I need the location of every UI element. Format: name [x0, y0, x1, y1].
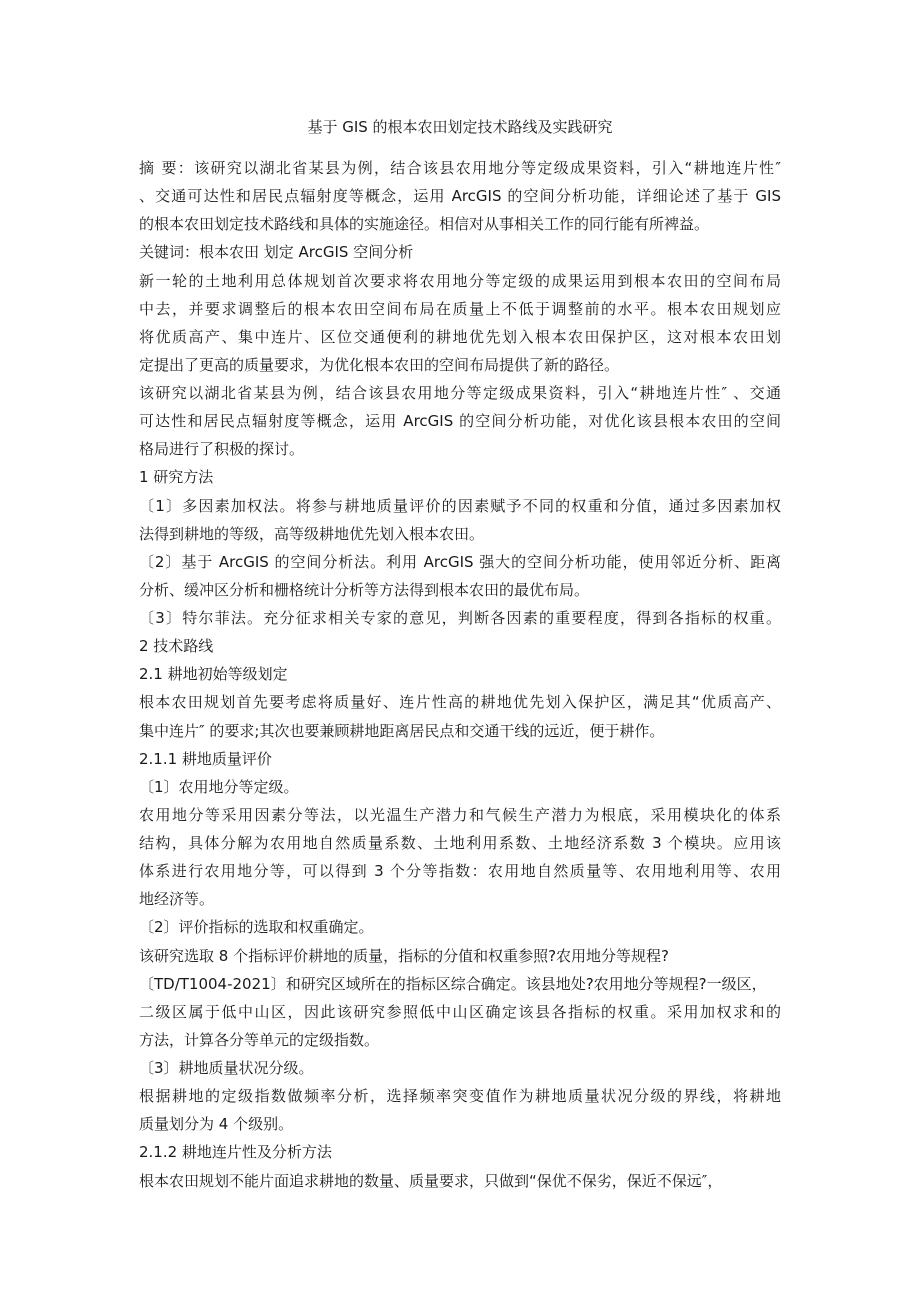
paragraph-line: 集中连片″ 的要求;其次也要兼顾耕地距离居民点和交通干线的远近，便于耕作。 — [139, 721, 665, 740]
paragraph-line: 中去，并要求调整后的根本农田空间布局在质量上不低于调整前的水平。根本农田规划应 — [139, 299, 781, 318]
paragraph-line: 根本农田规划不能片面追求耕地的数量、质量要求，只做到“保优不保劣，保近不保远″， — [139, 1171, 723, 1190]
paragraph-line: 农用地分等采用因素分等法，以光温生产潜力和气候生产潜力为根底，采用模块化的体系 — [139, 805, 781, 824]
paragraph-line: 可达性和居民点辐射度等概念，运用 ArcGIS 的空间分析功能，对优化该县根本农田的空间 — [139, 412, 781, 431]
abstract-line: 摘 要：该研究以湖北省某县为例，结合该县农用地分等定级成果资料，引入“耕地连片性″ — [139, 159, 781, 177]
document-title: 基于 GIS 的根本农田划定技术路线及实践研究 — [307, 118, 613, 136]
paragraph-line: 二级区属于低中山区，因此该研究参照低中山区确定该县各指标的权重。采用加权求和的 — [139, 1002, 781, 1021]
list-item-line: 法得到耕地的等级，高等级耕地优先划入根本农田。 — [139, 524, 485, 543]
abstract-line: 、交通可达性和居民点辐射度等概念，运用 ArcGIS 的空间分析功能，详细论述了基于 GIS — [139, 187, 781, 206]
document-body — [139, 154, 781, 1195]
paragraph-line: 根据耕地的定级指数做频率分析，选择频率突变值作为耕地质量状况分级的界线，将耕地 — [139, 1087, 781, 1106]
paragraph-line: 体系进行农用地分等，可以得到 3 个分等指数：农用地自然质量等、农用地利用等、农用 — [139, 862, 781, 881]
paragraph-line: 〔TD/T1004-2021〕和研究区域所在的指标区综合确定。该县地处?农用地分等规程?一级区， — [139, 974, 767, 993]
list-item-line: 〔3〕特尔菲法。充分征求相关专家的意见，判断各因素的重要程度，得到各指标的权重。 — [139, 609, 781, 627]
list-item-line: 分析、缓冲区分析和栅格统计分析等方法得到根本农田的最优布局。 — [139, 580, 590, 599]
paragraph-line: 该研究选取 8 个指标评价耕地的质量，指标的分值和权重参照?农用地分等规程? — [139, 946, 670, 965]
paragraph-line: 根本农田规划首先要考虑将质量好、连片性高的耕地优先划入保护区，满足其“优质高产、 — [139, 693, 781, 712]
subsection-heading: 2.1.1 耕地质量评价 — [139, 749, 272, 768]
paragraph-line: 结构，具体分解为农用地自然质量系数、土地利用系数、土地经济系数 3 个模块。应用该 — [139, 834, 781, 852]
paragraph-line: 该研究以湖北省某县为例，结合该县农用地分等定级成果资料，引入“耕地连片性″ 、交通 — [139, 384, 781, 402]
section-heading: 2 技术路线 — [139, 637, 214, 656]
paragraph-line: 定提出了更高的质量要求，为优化根本农田的空间布局提供了新的路径。 — [139, 355, 620, 374]
keywords: 关键词：根本农田 划定 ArcGIS 空间分析 — [139, 243, 414, 262]
paragraph-line: 地经济等。 — [139, 890, 215, 909]
paragraph-line: 格局进行了积极的探讨。 — [139, 440, 305, 459]
paragraph-line: 新一轮的土地利用总体规划首次要求将农用地分等定级的成果运用到根本农田的空间布局 — [139, 271, 781, 290]
subsection-heading: 2.1.2 耕地连片性及分析方法 — [139, 1143, 332, 1162]
paragraph-line: 质量划分为 4 个级别。 — [139, 1115, 294, 1134]
paragraph-line: 方法，计算各分等单元的定级指数。 — [139, 1030, 380, 1049]
list-item-line: 〔1〕农用地分等定级。 — [139, 777, 299, 796]
list-item-line: 〔2〕基于 ArcGIS 的空间分析法。利用 ArcGIS 强大的空间分析功能，使用邻近分析、距离 — [139, 552, 781, 571]
list-item-line: 〔2〕评价指标的选取和权重确定。 — [139, 918, 374, 937]
subsection-heading: 2.1 耕地初始等级划定 — [139, 665, 288, 684]
abstract-line: 的根本农田划定技术路线和具体的实施途径。相信对从事相关工作的同行能有所裨益。 — [139, 215, 710, 234]
list-item-line: 〔1〕多因素加权法。将参与耕地质量评价的因素赋予不同的权重和分值，通过多因素加权 — [139, 496, 781, 515]
paragraph-line: 将优质高产、集中连片、区位交通便利的耕地优先划入根本农田保护区，这对根本农田划 — [139, 327, 781, 346]
section-heading: 1 研究方法 — [139, 468, 214, 487]
list-item-line: 〔3〕耕地质量状况分级。 — [139, 1059, 314, 1077]
